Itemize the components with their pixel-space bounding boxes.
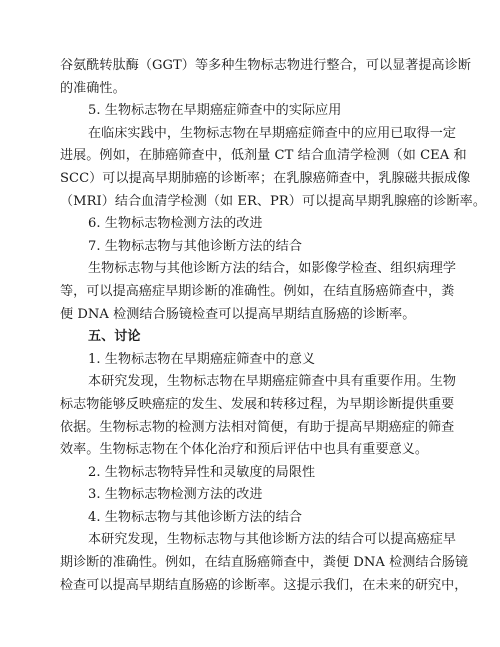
- text-line: 在临床实践中，生物标志物在早期癌症筛查中的应用已取得一定: [88, 125, 457, 141]
- text-line: SCC）可以提高早期肺癌的诊断率；在乳腺癌筛查中，乳腺磁共振成像: [60, 170, 471, 186]
- text-line: 的准确性。: [60, 80, 126, 96]
- text-line: 2. 生物标志物特异性和灵敏度的局限性: [88, 464, 316, 480]
- text-line: 谷氨酰转肽酶（GGT）等多种生物标志物进行整合，可以显著提高诊断: [60, 58, 471, 73]
- text-line: 4. 生物标志物与其他诊断方法的结合: [88, 509, 302, 525]
- text-line: 6. 生物标志物检测方法的改进: [88, 216, 263, 232]
- text-line: 标志物能够反映癌症的发生、发展和转移过程，为早期诊断提供重要: [60, 396, 455, 412]
- text-line: 依据。生物标志物的检测方法相对简便，有助于提高早期癌症的筛查: [60, 419, 455, 435]
- text-line: （MRI）结合血清学检测（如 ER、PR）可以提高早期乳腺癌的诊断率。: [60, 193, 486, 209]
- text-line: 效率。生物标志物在个体化治疗和预后评估中也具有重要意义。: [60, 442, 429, 458]
- text-line: 检查可以提高早期结直肠癌的诊断率。这提示我们，在未来的研究中，: [60, 577, 468, 593]
- text-line: 等，可以提高癌症早期诊断的准确性。例如，在结直肠癌筛查中，粪: [60, 283, 455, 299]
- text-line: 本研究发现，生物标志物与其他诊断方法的结合可以提高癌症早: [88, 532, 457, 548]
- text-line: 生物标志物与其他诊断方法的结合，如影像学检查、组织病理学: [88, 261, 457, 277]
- text-line: 5. 生物标志物在早期癌症筛查中的实际应用: [88, 103, 342, 119]
- text-line: 进展。例如，在肺癌筛查中，低剂量 CT 结合血清学检测（如 CEA 和: [60, 148, 467, 164]
- text-line: 期诊断的准确性。例如，在结直肠癌筛查中，粪便 DNA 检测结合肠镜: [60, 555, 469, 571]
- text-line: 本研究发现，生物标志物在早期癌症筛查中具有重要作用。生物: [88, 374, 457, 390]
- text-line: 7. 生物标志物与其他诊断方法的结合: [88, 238, 302, 254]
- section-heading: 五、讨论: [88, 329, 141, 345]
- text-line: 便 DNA 检测结合肠镜检查可以提高早期结直肠癌的诊断率。: [60, 306, 416, 322]
- text-line: 1. 生物标志物在早期癌症筛查中的意义: [88, 351, 316, 367]
- text-line: 3. 生物标志物检测方法的改进: [88, 487, 263, 503]
